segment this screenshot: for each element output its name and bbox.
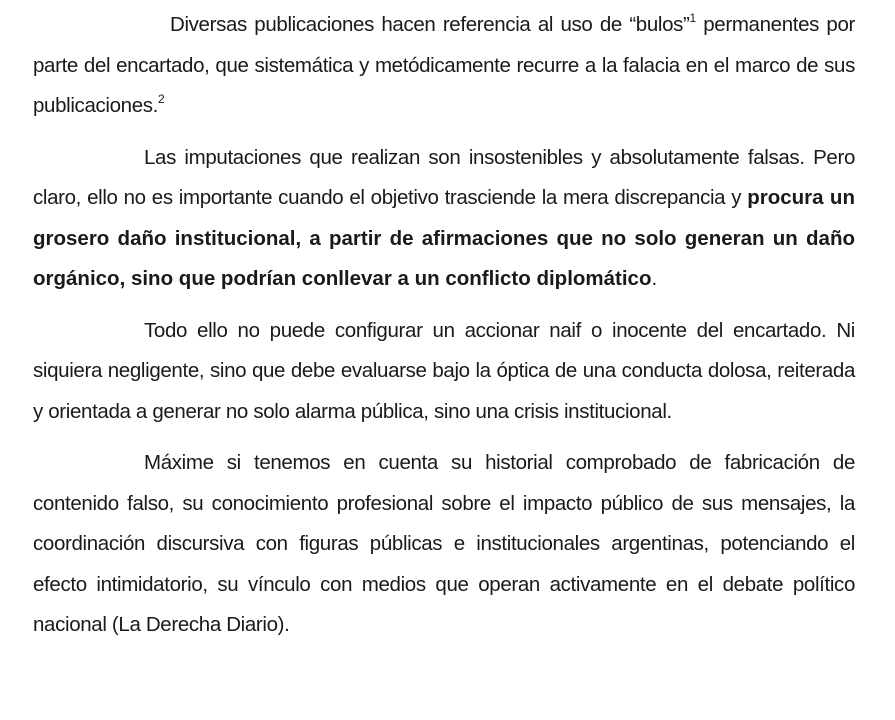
paragraph-accionar — [33, 311, 855, 433]
paragraph-text: Todo ello no puede configurar un accionar naif o inocente del encartado. Ni siquiera negligente, sino que debe evaluarse bajo la óptica de una conducta dolosa, reiterada y orientada a generar no solo alarma pública, sino una crisis institucional. — [33, 318, 855, 423]
paragraph-text: Diversas publicaciones hacen referencia al uso de “bulos” — [170, 13, 690, 36]
paragraph-text: Las imputaciones que realizan son insostenibles y absolutamente falsas. Pero claro, ello no es importante cuando el objetivo trasciende la mera discrepancia y — [33, 145, 855, 209]
paragraph-text: permanentes por parte del encartado, que sistemática y metódicamente recurre a la falacia en el marco de sus publicaciones. — [33, 13, 856, 117]
document-body — [33, 0, 855, 646]
footnote-ref-2[interactable]: 2 — [158, 92, 165, 107]
paragraph-maxime — [33, 443, 855, 646]
footnote-ref-1[interactable]: 1 — [689, 11, 696, 26]
bold-emphasis: procura un grosero daño institucional, a partir de afirmaciones que no solo generan un daño orgánico, sino que podrían conllevar a un conflicto diplomático — [33, 186, 855, 290]
paragraph-text: Máxime si tenemos en cuenta su historial comprobado de fabricación de contenido falso, su conocimiento profesional sobre el impacto público de sus mensajes, la coordinación discursiva con figuras públicas e institucionales argentinas, potenciando el efecto intimidatorio, su vínculo con medios que operan activamente en el debate político nacional (La Derecha Diario). — [33, 451, 855, 636]
paragraph-imputaciones — [33, 138, 855, 300]
paragraph-bulos — [33, 0, 855, 127]
paragraph-text: . — [651, 267, 657, 290]
